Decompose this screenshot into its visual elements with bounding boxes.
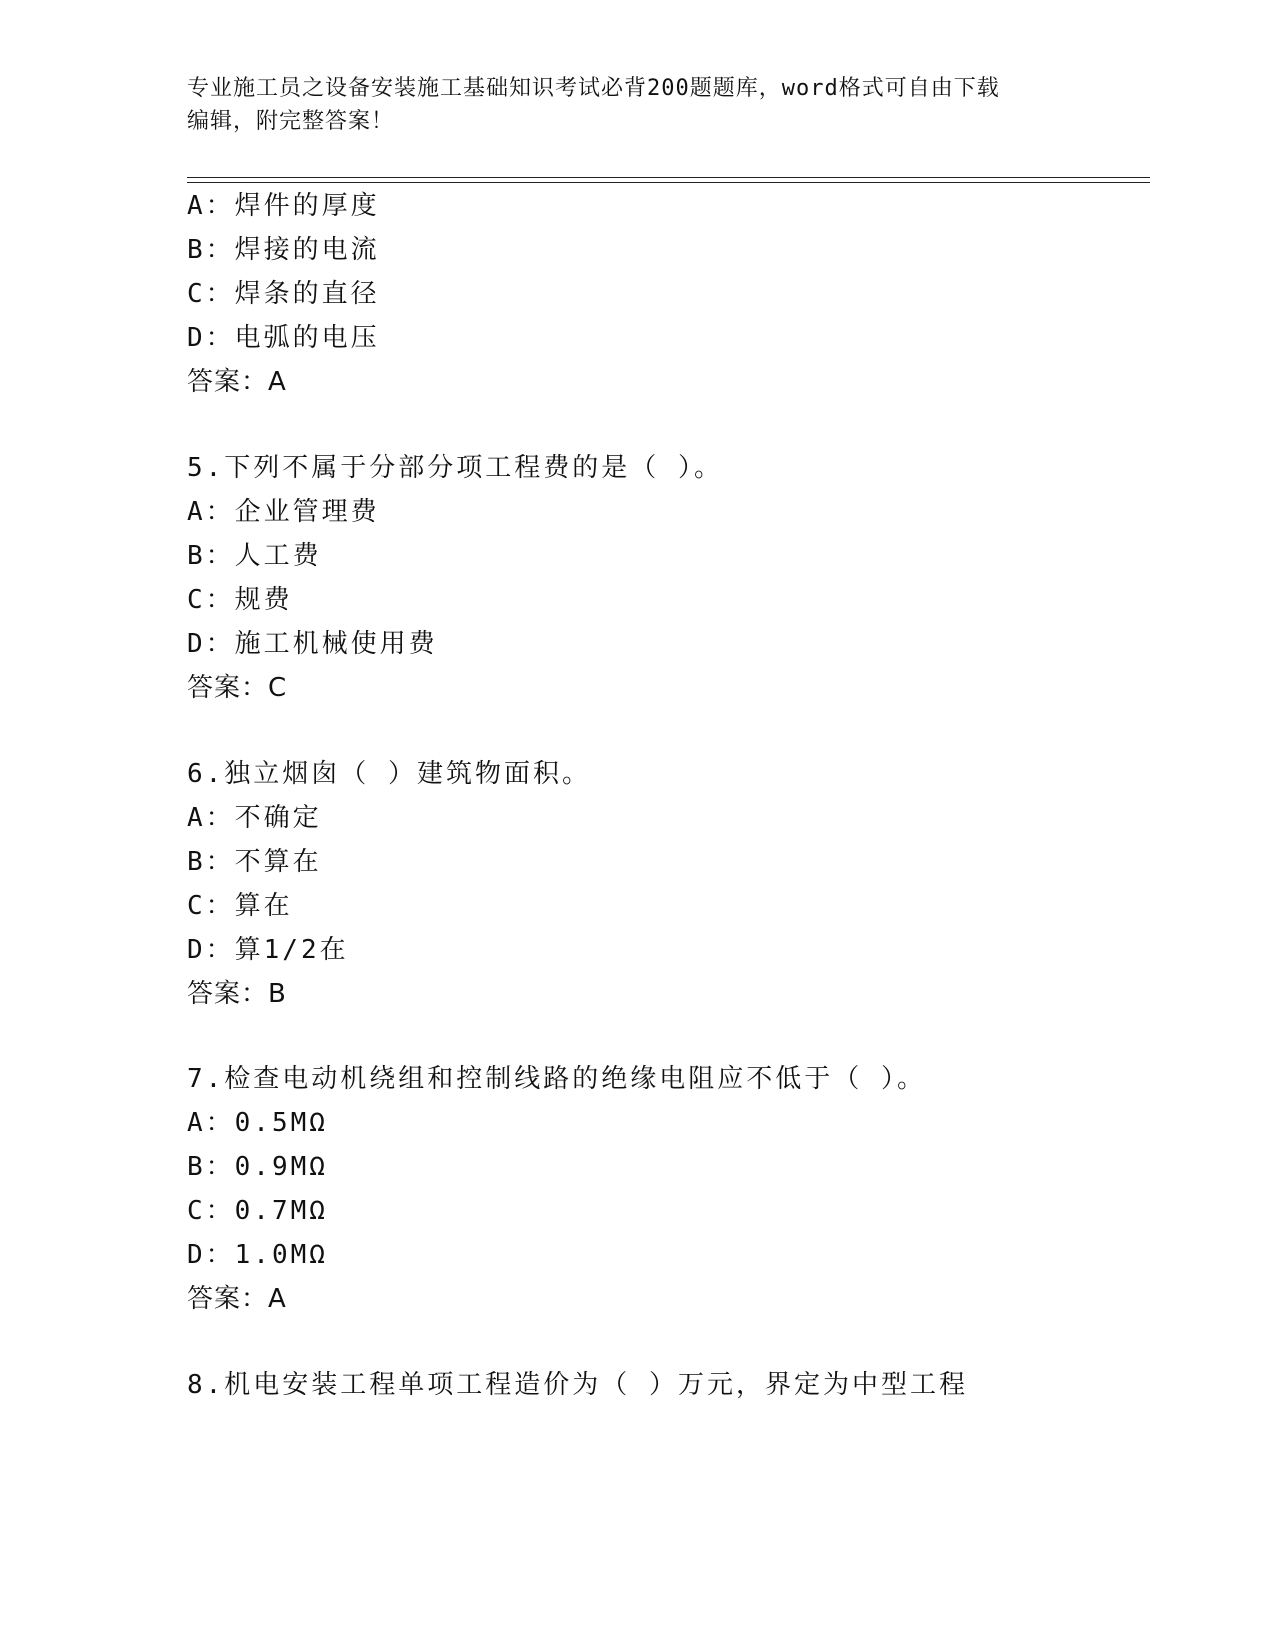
q7-option-b: B：0.9MΩ (187, 1152, 328, 1182)
q4-option-b: B：焊接的电流 (187, 235, 380, 265)
q7-option-d: D：1.0MΩ (187, 1240, 328, 1270)
q6-option-b: B：不算在 (187, 847, 322, 877)
q5-answer: 答案：C (187, 673, 288, 703)
q7-option-c: C：0.7MΩ (187, 1196, 328, 1226)
document-header (187, 72, 1087, 138)
q4-option-a: A：焊件的厚度 (187, 191, 380, 221)
q5-option-d: D：施工机械使用费 (187, 629, 438, 659)
q6-answer: 答案：B (187, 979, 287, 1009)
q7-question: 7.检查电动机绕组和控制线路的绝缘电阻应不低于（ ）。 (187, 1064, 926, 1094)
q5-option-a: A：企业管理费 (187, 497, 380, 527)
q4-option-c: C：焊条的直径 (187, 279, 380, 309)
header-line-1: 专业施工员之设备安装施工基础知识考试必背200题题库，word格式可自由下载 (187, 76, 1000, 101)
header-line-2: 编辑，附完整答案！ (187, 109, 395, 134)
q4-option-d: D：电弧的电压 (187, 323, 380, 353)
q4-answer: 答案：A (187, 367, 287, 397)
q5-option-b: B：人工费 (187, 541, 322, 571)
q8-question: 8.机电安装工程单项工程造价为（ ）万元，界定为中型工程 (187, 1370, 968, 1400)
header-divider-top (187, 177, 1150, 178)
q6-question: 6.独立烟囱（ ）建筑物面积。 (187, 759, 591, 789)
q7-option-a: A：0.5MΩ (187, 1108, 328, 1138)
q5-option-c: C：规费 (187, 585, 293, 615)
q7-answer: 答案：A (187, 1284, 287, 1314)
q6-option-c: C：算在 (187, 891, 293, 921)
q5-question: 5.下列不属于分部分项工程费的是（ ）。 (187, 453, 723, 483)
header-divider-bottom (187, 182, 1150, 183)
q6-option-a: A：不确定 (187, 803, 322, 833)
q6-option-d: D：算1/2在 (187, 935, 349, 965)
